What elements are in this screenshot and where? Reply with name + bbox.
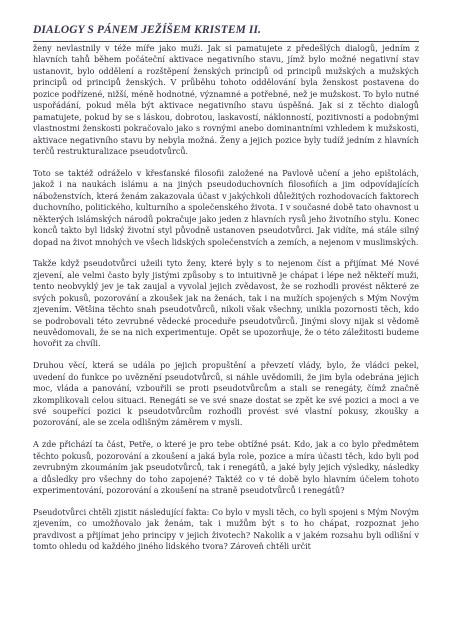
paragraph-2: Toto se taktéž odráželo v křesťanské filosofii založené na Pavlově učení a jeho epištolách, jakož i na naukách islámu a na jiných pseudoduchovních filosofiích a jim odpovídajících náboženstvích, která ženám zakazovala účast v jakýchkoli důležitých rozhodovacích faktorech duchovního, politického, kulturního a společenského života. I v současné době tato ohavnost u některých islámských národů pokračuje jako jeden z hlavních rysů jeho životního stylu. Konec konců takto byl lidský životní styl původně ustanoven pseudotvůrci. Jak vidíte, má stále silný dopad na život mnohých ve všech lidských společenstvích a zemích, a nejenom v muslimských. <box>33 168 419 247</box>
paragraph-6: Pseudotvůrci chtěli zjistit následující fakta: Co bylo v mysli těch, co byli spojeni s Mým Novým zjevením, co umožňovalo jak ženám, tak i mužům být s to ho chápat, rozpoznat jeho pravdivost a přijímat jeho principy v jejich životech? Nakolik a v jakém rozsahu byli odlišní v tomto ohledu od každého jiného lidského tvora? Zároveň chtěli určit <box>33 507 419 552</box>
paragraph-4: Druhou věcí, která se udála po jejich propuštění a převzetí vlády, bylo, že vládci pekel, uvedení do funkce po uvěznění pseudotvůrců, si náhle uvědomili, že jim byla odebrána jejich moc, vláda a panování, vzbouřili se proti pseudotvůrcům a stali se renegáty, čímž značně zkomplikovali celou situaci. Renegáti se ve své snaze dostat se zpět ke své pozici a moci a ve své soupeřící pozici k pseudotvůrcům rozhodli provést své vlastní pokusy, zkoušky a pozorování, ale se zcela odlišným záměrem v mysli. <box>33 361 419 428</box>
running-header-title: DIALOGY S PÁNEM JEŽÍŠEM KRISTEM II. <box>33 24 262 36</box>
body-text <box>33 43 419 553</box>
paragraph-1: ženy nevlastnily v téže míře jako muži. Jak si pamatujete z předešlých dialogů, jedním z hlavních tahů během počáteční aktivace negativního stavu, jímž bylo možné negativní stav ustanovit, bylo oddělení a rozštěpení ženských principů od principů mužských a mužských principů od principů ženských. V průběhu tohoto oddělování byla ženskost postavena do pozice podřízené, nižší, méně hodnotné, významné a potřebné, než je mužskost. To bylo nutné uspořádání, pokud měla být aktivace negativního stavu úspěšná. Jak si z těchto dialogů pamatujete, pokud by se s láskou, dobrotou, laskavostí, náklonností, pozitivností a podobnými vlastnostmi ženskosti pokračovalo jako s rovnými anebo dominantními vzhledem k mužskosti, aktivace negativního stavu by nebyla možná. Ženy a jejich pozice byly tudíž jedním z hlavních terčů restrukturalizace pseudotvůrců. <box>33 44 419 157</box>
paragraph-5: A zde přichází ta část, Petře, o které je pro tebe obtížné psát. Kdo, jak a co bylo předmětem těchto pokusů, pozorování a zkoušení a jaká byla role, pozice a míra účasti těch, kdo byli pod zevrubným zkoumáním jak pseudotvůrců, tak i renegátů, a jaké byly jejich výsledky, následky a důsledky pro všechny do toho zapojené? Taktéž co v té době bylo hlavním účelem tohoto experimentování, pozorování a zkoušení na straně pseudotvůrců i renegátů? <box>33 440 419 496</box>
paragraph-3: Takže když pseudotvůrci užeili tyto ženy, které byly s to nejenom číst a přijímat Mé Nové zjevení, ale velmi často byly jistými způsoby s to intuitivně je chápat i lépe než někteří muži, tento neobvyklý jev je tak zaujal a vyvolal jejich zvědavost, že se rozhodli provést některé ze svých pokusů, pozorování a zkoušek jak na ženách, tak i na mužích spojených s Mým Novým zjevením. Většina těchto snah pseudotvůrců, nikoli však všechny, unikla pozornosti těch, kdo se podrobovali této zevrubné vědecké proceduře pseudotvůrců. Jinými slovy nijak si vědomě neuvědomovali, že se na nich experimentuje. Opět se upozorňuje, že o této záležitosti budeme hovořit za chvíli. <box>33 259 419 349</box>
header-divider <box>33 41 419 42</box>
